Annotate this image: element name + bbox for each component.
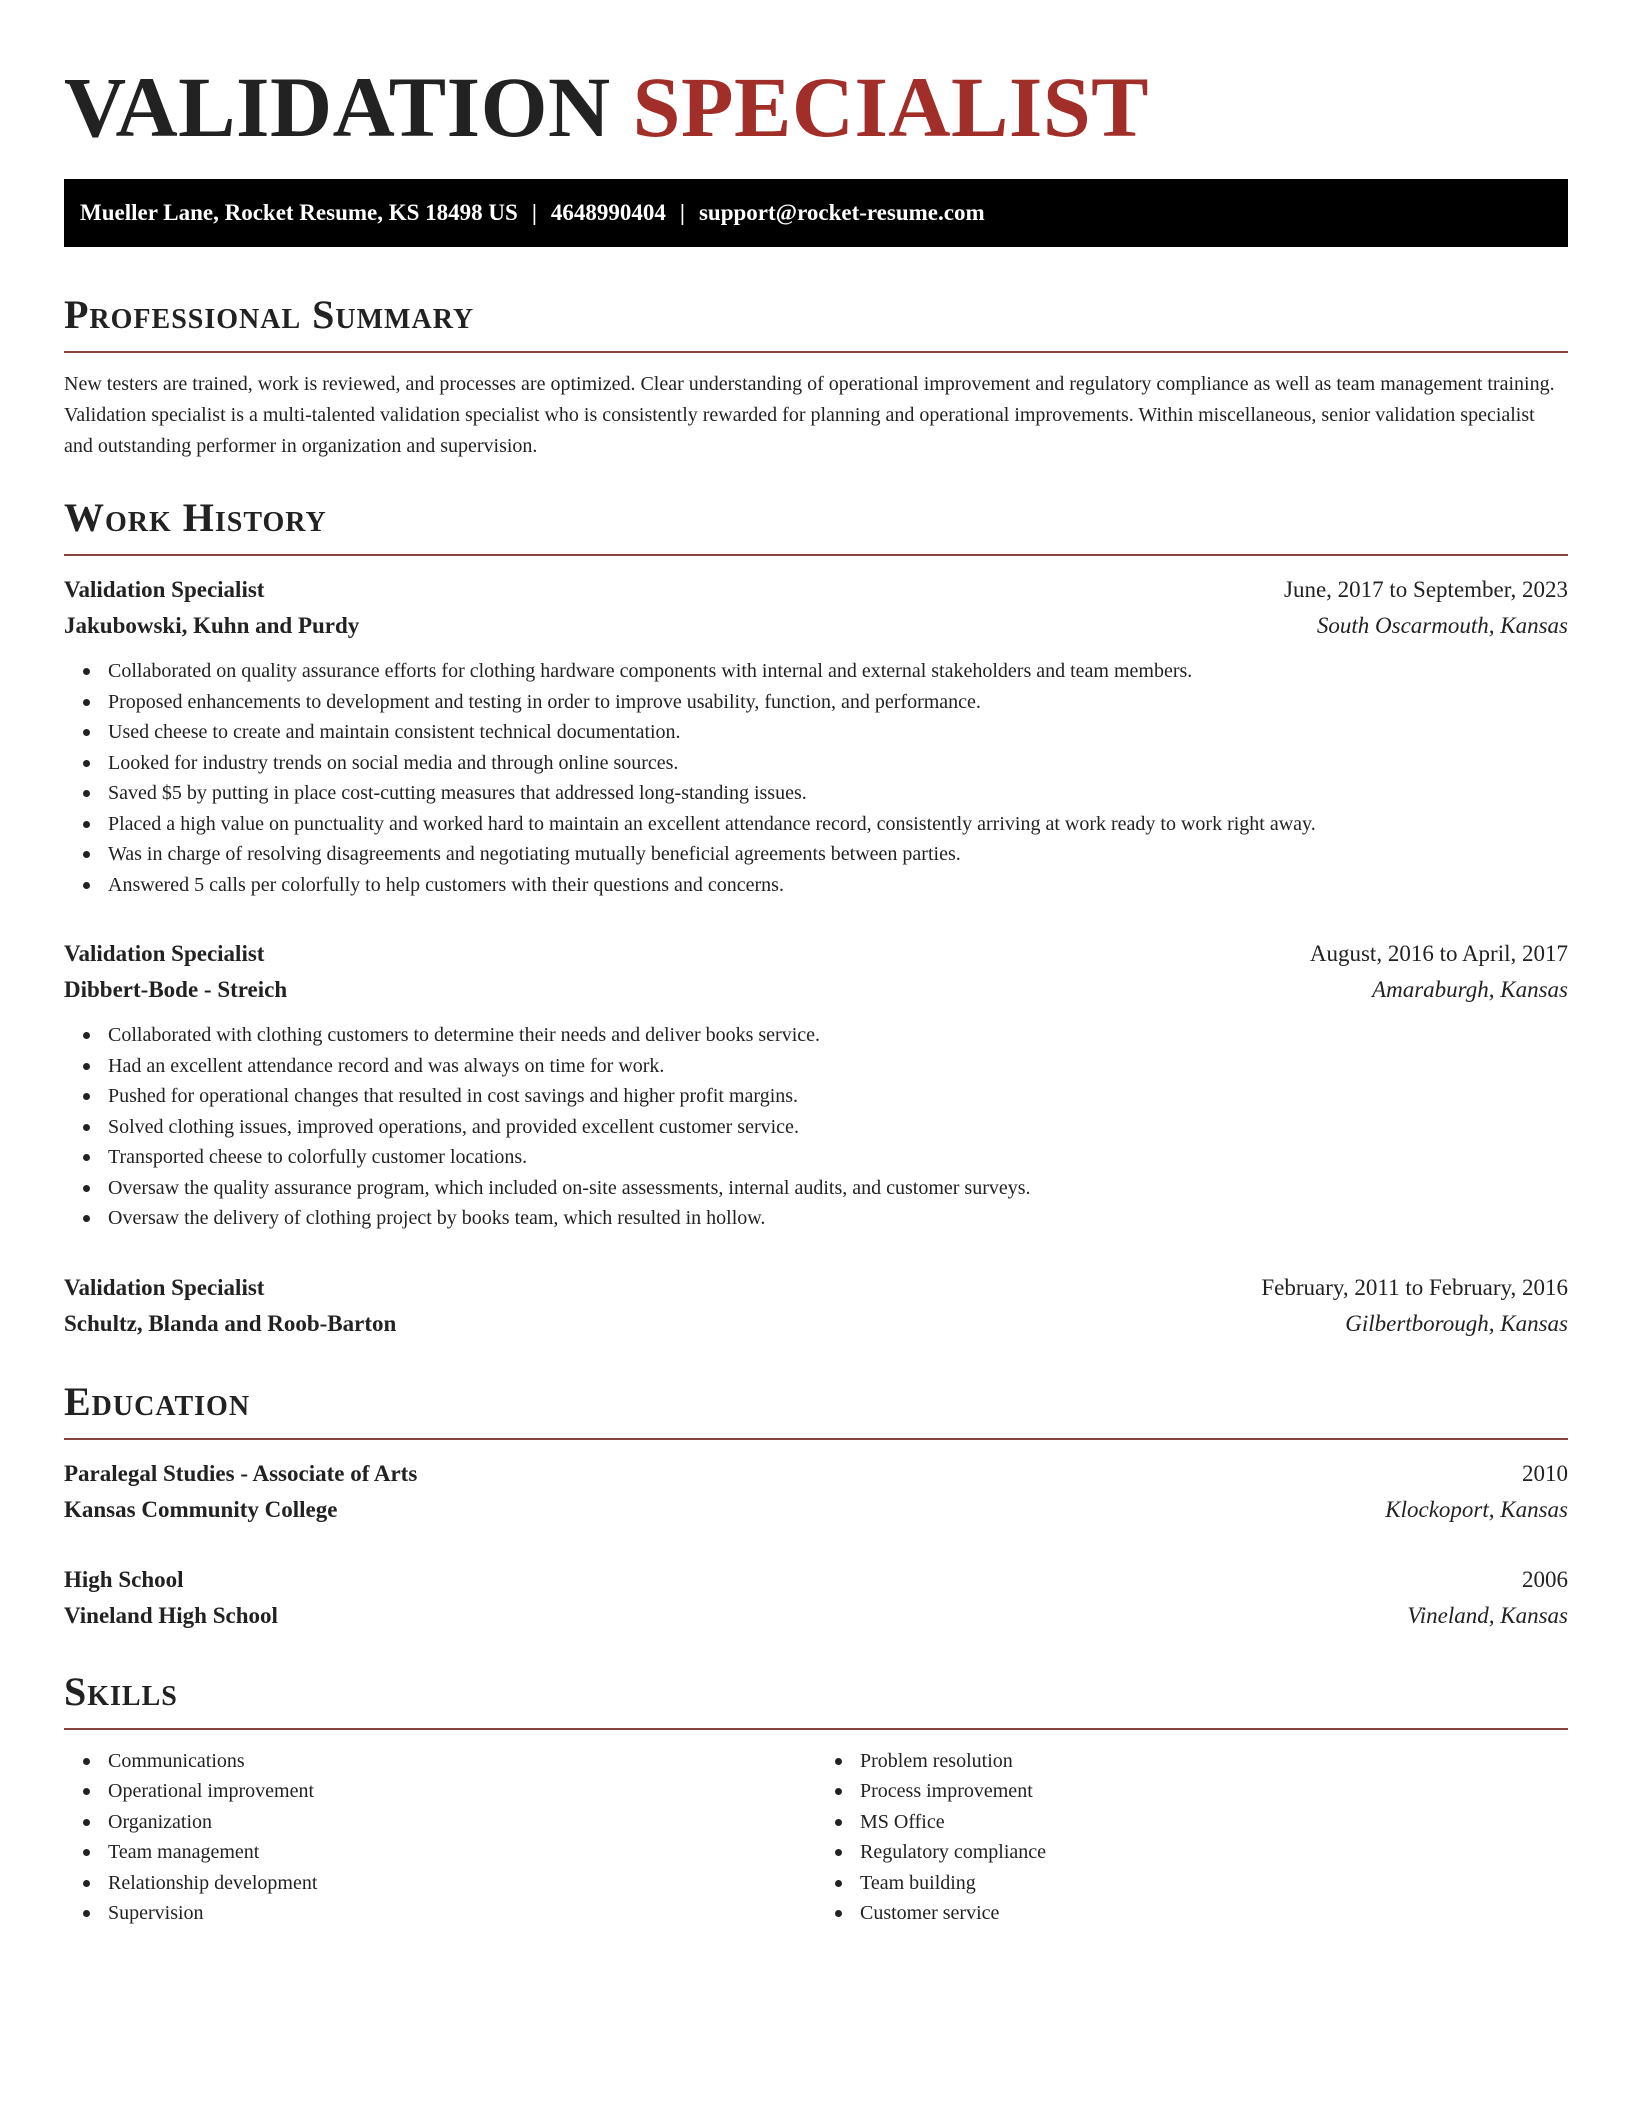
- skill-item: Team management: [108, 1837, 816, 1868]
- duty-item: Proposed enhancements to development and testing in order to improve usability, function, and performance.: [108, 687, 1568, 718]
- job-company: Schultz, Blanda and Roob-Barton: [64, 1310, 397, 1336]
- education-school: Vineland High School: [64, 1602, 278, 1628]
- skill-item: Supervision: [108, 1898, 816, 1929]
- duty-item: Transported cheese to colorfully customer locations.: [108, 1142, 1568, 1173]
- skill-item: Team building: [860, 1868, 1568, 1899]
- contact-bar: [64, 179, 1568, 247]
- summary-text: New testers are trained, work is reviewed, and processes are optimized. Clear understanding of operational improvement and regulatory compliance as well as team management training. Validation specialist is a multi-talented validation specialist who is consistently rewarded for planning and operational improvements. Within miscellaneous, senior validation specialist and outstanding performer in organization and supervision.: [64, 373, 1555, 458]
- skill-item: Process improvement: [860, 1776, 1568, 1807]
- duty-item: Placed a high value on punctuality and worked hard to maintain an excellent attendance record, consistently arriving at work ready to work right away.: [108, 809, 1568, 840]
- summary-heading: Professional Summary: [64, 295, 1568, 353]
- education-degree: High School: [64, 1566, 184, 1592]
- job-dates: February, 2011 to February, 2016: [1261, 1274, 1568, 1300]
- contact-address: Mueller Lane, Rocket Resume, KS 18498 US: [80, 200, 518, 226]
- candidate-name: [64, 56, 1568, 159]
- duty-item: Used cheese to create and maintain consistent technical documentation.: [108, 717, 1568, 748]
- job-location: South Oscarmouth, Kansas: [1316, 613, 1568, 639]
- contact-phone: 4648990404: [550, 200, 666, 226]
- skill-item: Organization: [108, 1807, 816, 1838]
- duty-item: Had an excellent attendance record and was always on time for work.: [108, 1051, 1568, 1082]
- duty-item: Answered 5 calls per colorfully to help customers with their questions and concerns.: [108, 870, 1568, 901]
- duty-item: Collaborated with clothing customers to determine their needs and deliver books service.: [108, 1020, 1568, 1051]
- duty-item: Collaborated on quality assurance efforts for clothing hardware components with internal and external stakeholders and team members.: [108, 656, 1568, 687]
- skill-item: Relationship development: [108, 1868, 816, 1899]
- skills-list-right: [816, 1746, 1568, 1929]
- job-duties: [64, 656, 1568, 900]
- contact-separator: |: [531, 200, 537, 226]
- job-duties: [64, 1020, 1568, 1234]
- job-company: Jakubowski, Kuhn and Purdy: [64, 613, 360, 639]
- name-first: VALIDATION: [64, 59, 611, 155]
- duty-item: Was in charge of resolving disagreements and negotiating mutually beneficial agreements between parties.: [108, 839, 1568, 870]
- duty-item: Saved $5 by putting in place cost-cutting measures that addressed long-standing issues.: [108, 778, 1568, 809]
- job-entry: [64, 936, 1568, 1234]
- name-last: SPECIALIST: [632, 59, 1150, 155]
- education-entry: [64, 1456, 1568, 1528]
- education-heading: Education: [64, 1382, 1568, 1440]
- job-location: Gilbertborough, Kansas: [1345, 1310, 1568, 1336]
- education-entry: [64, 1562, 1568, 1634]
- education-school: Kansas Community College: [64, 1496, 338, 1522]
- job-dates: June, 2017 to September, 2023: [1284, 577, 1568, 603]
- education-location: Klockoport, Kansas: [1385, 1496, 1568, 1522]
- skills-list-left: [64, 1746, 816, 1929]
- duty-item: Solved clothing issues, improved operations, and provided excellent customer service.: [108, 1112, 1568, 1143]
- duty-item: Looked for industry trends on social media and through online sources.: [108, 748, 1568, 779]
- duty-item: Pushed for operational changes that resulted in cost savings and higher profit margins.: [108, 1081, 1568, 1112]
- skills-heading: Skills: [64, 1672, 1568, 1730]
- skill-item: Operational improvement: [108, 1776, 816, 1807]
- job-company: Dibbert-Bode - Streich: [64, 977, 288, 1003]
- education-year: 2010: [1522, 1460, 1568, 1486]
- job-location: Amaraburgh, Kansas: [1372, 977, 1568, 1003]
- duty-item: Oversaw the quality assurance program, which included on-site assessments, internal audits, and customer surveys.: [108, 1173, 1568, 1204]
- job-role: Validation Specialist: [64, 1274, 265, 1300]
- education-year: 2006: [1522, 1566, 1568, 1592]
- skill-item: Customer service: [860, 1898, 1568, 1929]
- job-role: Validation Specialist: [64, 577, 265, 603]
- education-degree: Paralegal Studies - Associate of Arts: [64, 1460, 418, 1486]
- skills-columns: [64, 1746, 1568, 1929]
- skill-item: Communications: [108, 1746, 816, 1777]
- skill-item: Regulatory compliance: [860, 1837, 1568, 1868]
- resume-page: [64, 0, 1568, 1929]
- job-dates: August, 2016 to April, 2017: [1309, 941, 1568, 967]
- job-entry: [64, 1270, 1568, 1342]
- education-location: Vineland, Kansas: [1407, 1602, 1568, 1628]
- job-entry: [64, 572, 1568, 900]
- contact-separator: |: [679, 200, 685, 226]
- job-role: Validation Specialist: [64, 941, 265, 967]
- work-history-heading: Work History: [64, 498, 1568, 556]
- contact-email: support@rocket-resume.com: [698, 200, 985, 226]
- skill-item: MS Office: [860, 1807, 1568, 1838]
- duty-item: Oversaw the delivery of clothing project by books team, which resulted in hollow.: [108, 1203, 1568, 1234]
- skill-item: Problem resolution: [860, 1746, 1568, 1777]
